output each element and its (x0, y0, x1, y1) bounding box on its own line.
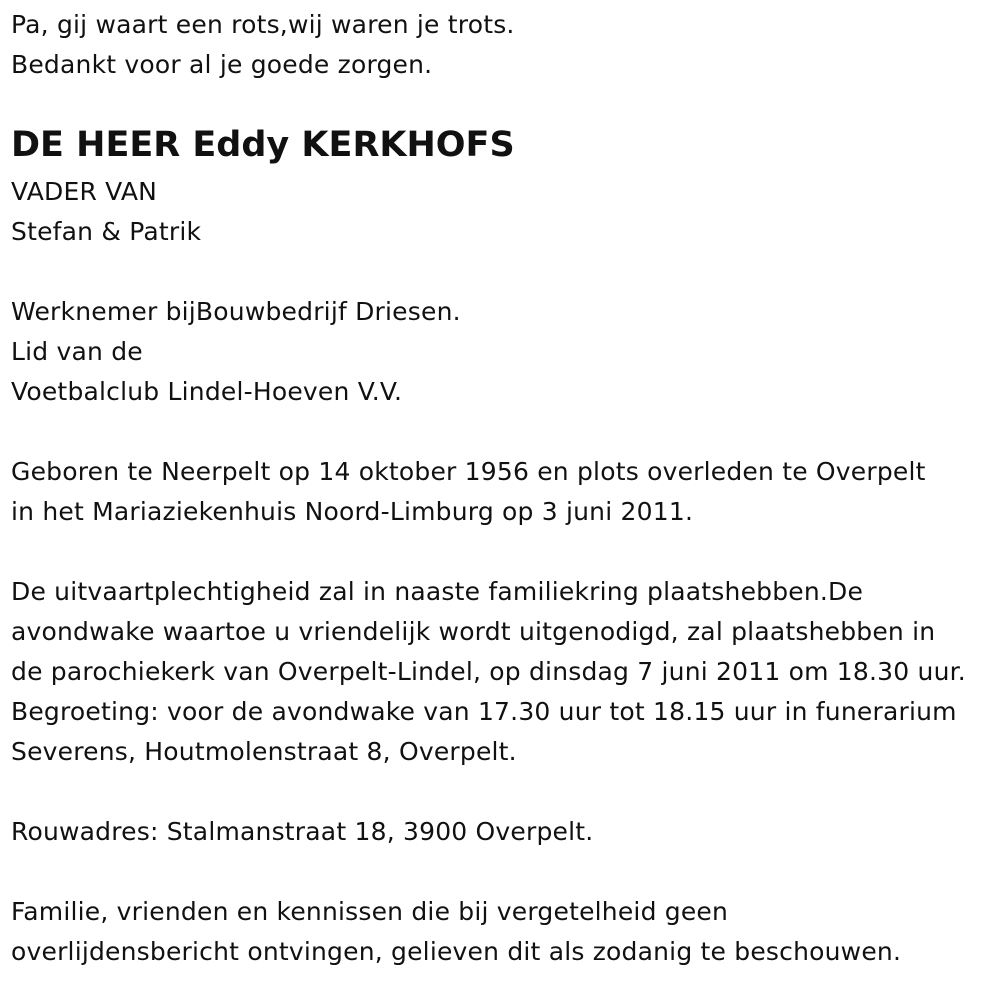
birth-death-line: in het Mariaziekenhuis Noord-Limburg op 3 juni 2011. (11, 497, 694, 526)
closing-line: overlijdensbericht ontvingen, gelieven dit als zodanig te beschouwen. (11, 937, 902, 966)
closing-line: Familie, vrienden en kennissen die bij vergetelheid geen (11, 897, 729, 926)
mourning-address: Rouwadres: Stalmanstraat 18, 3900 Overpelt. (11, 817, 594, 846)
work-line: Voetbalclub Lindel-Hoeven V.V. (11, 377, 403, 406)
funeral-line: Severens, Houtmolenstraat 8, Overpelt. (11, 737, 517, 766)
work-line: Lid van de (11, 337, 143, 366)
funeral-line: Begroeting: voor de avondwake van 17.30 uur tot 18.15 uur in funerarium (11, 697, 957, 726)
birth-death-line: Geboren te Neerpelt op 14 oktober 1956 en plots overleden te Overpelt (11, 457, 926, 486)
relation-label: VADER VAN (11, 177, 158, 206)
work-line: Werknemer bijBouwbedrijf Driesen. (11, 297, 461, 326)
funeral-line: avondwake waartoe u vriendelijk wordt uitgenodigd, zal plaatshebben in (11, 617, 936, 646)
funeral-line: De uitvaartplechtigheid zal in naaste familiekring plaatshebben.De (11, 577, 864, 606)
opening-line: Pa, gij waart een rots,wij waren je trots. (11, 10, 515, 39)
children-names: Stefan & Patrik (11, 217, 202, 246)
deceased-name: DE HEER Eddy KERKHOFS (11, 125, 515, 165)
funeral-line: de parochiekerk van Overpelt-Lindel, op dinsdag 7 juni 2011 om 18.30 uur. (11, 657, 966, 686)
opening-line: Bedankt voor al je goede zorgen. (11, 50, 433, 79)
